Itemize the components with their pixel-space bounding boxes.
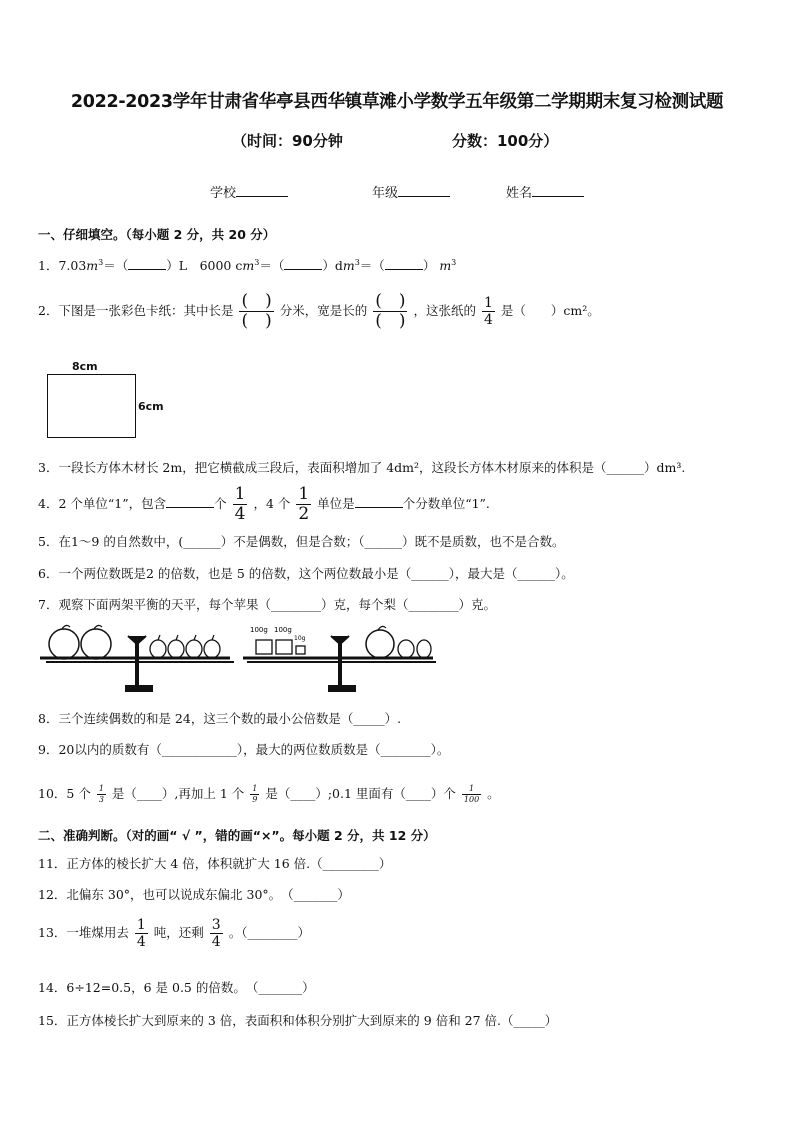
apple-icon [81,629,111,659]
paper-rectangle [47,374,136,438]
pear-icon [150,640,166,658]
pear-icon [398,640,414,658]
school-blank [236,184,288,197]
question-7: 7．观察下面两架平衡的天平，每个苹果（________）克，每个梨（________）克。 [38,597,496,612]
left-balance [40,625,234,691]
pear-icon [417,640,431,658]
grade-label: 年级 [372,186,399,201]
school-field [210,182,288,201]
fraction: $\frac{1}{2}$ [298,484,310,524]
question-13: 13．一堆煤用去 $\frac{1}{4}$ 吨，还剩 $\frac{3}{4}$ 。（________） [38,917,310,950]
weight-label: 100g [274,626,292,634]
weight-icon [276,640,292,654]
apple-icon [49,629,79,659]
fraction-blank: $\frac{( )}{( )}$ [375,291,406,331]
name-blank [532,184,584,197]
pear-icon [186,640,202,658]
exam-time: （时间：90分钟 [232,132,343,150]
fraction: $\frac{1}{100}$ [463,784,480,804]
pear-icon [168,640,184,658]
question-9: 9．20以内的质数有（____________），最大的两位数质数是（________）。 [38,742,450,757]
weight-label: 10g [294,635,306,642]
question-11: 11．正方体的棱长扩大 4 倍，体积就扩大 16 倍.（_________） [38,856,392,871]
grade-field [372,182,450,201]
rect-width-label: 6cm [138,400,164,413]
fraction: $\frac{3}{4}$ [211,917,221,950]
question-5: 5．在1～9 的自然数中，(______）不是偶数，但是合数；（______）既不是质数，也不是合数。 [38,534,565,549]
balance-scales-figure [38,618,438,693]
apple-icon [366,630,394,658]
weight-label: 100g [250,626,268,634]
rect-length-label: 8cm [72,360,98,373]
question-15: 15．正方体棱长扩大到原来的 3 倍，表面积和体积分别扩大到原来的 9 倍和 27 倍.（_____） [38,1013,558,1028]
weight-icon [296,646,305,654]
question-12: 12．北偏东 30°，也可以说成东偏北 30°。 （_______） [38,887,350,902]
fraction: $\frac{1}{4}$ [136,917,146,950]
section-2-heading: 二、准确判断。（对的画“ √ ”，错的画“×”。每小题 2 分，共 12 分） [38,828,436,843]
grade-blank [398,184,450,197]
question-10: 10．5 个 $\frac{1}{3}$ 是（____）,再加上 1 个 $\frac{1}{9}$ 是（____）;0.1 里面有（____）个 $\frac{1}{100}$ 。 [38,784,500,804]
question-1: 1．$7.03m^3=$（ ）L 6000 $cm^3=$（ ）$dm^3=$（ ） $m^3$ [38,257,457,273]
question-6: 6．一个两位数既是2 的倍数，也是 5 的倍数，这个两位数最小是（______），最大是（______）。 [38,566,574,581]
page-title: 2022-2023学年甘肃省华亭县西华镇草滩小学数学五年级第二学期期末复习检测试题 [70,92,724,112]
school-label: 学校 [210,186,237,201]
fraction: $\frac{1}{4}$ [234,484,246,524]
fraction: $\frac{1}{9}$ [252,784,258,804]
weight-icon [256,640,272,654]
name-field [506,182,584,201]
name-label: 姓名 [506,186,533,201]
section-1-heading: 一、仔细填空。（每小题 2 分，共 20 分） [38,227,276,242]
pear-icon [204,640,220,658]
fraction: $\frac{1}{3}$ [98,784,104,804]
exam-score: 分数：100分） [452,132,559,150]
question-14: 14．6÷12=0.5，6 是 0.5 的倍数。 （_______） [38,980,315,995]
fraction-blank: $\frac{( )}{( )}$ [241,291,272,331]
question-2: 2．下图是一张彩色卡纸：其中长是 $\frac{( )}{( )}$ 分米，宽是长的 $\frac{( )}{( )}$ ，这张纸的 $\frac{1}{4}$ 是（ ）cm²。 [38,291,600,331]
right-balance [243,626,436,691]
question-8: 8．三个连续偶数的和是 24，这三个数的最小公倍数是（_____）. [38,711,402,726]
question-4: 4．2 个单位“1”，包含 个 $\frac{1}{4}$ ，4 个 $\frac{1}{2}$ 单位是 个分数单位“1”. [38,484,490,524]
fraction: $\frac{1}{4}$ [483,295,493,328]
question-3: 3．一段长方体木材长 2m，把它横截成三段后，表面积增加了 4dm²，这段长方体木材原来的体积是（______）dm³. [38,460,686,475]
